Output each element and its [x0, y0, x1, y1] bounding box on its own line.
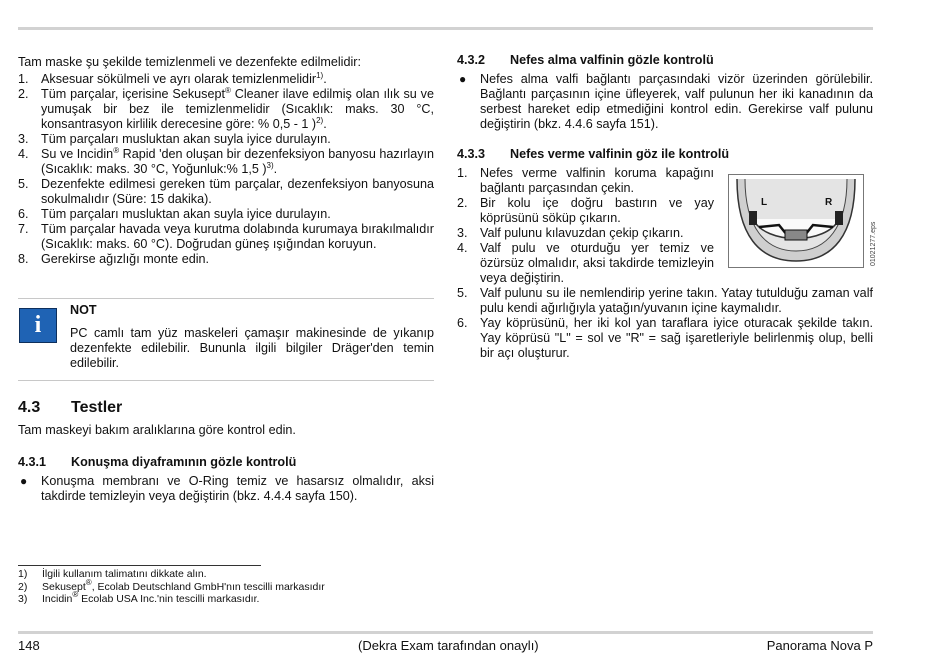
footnote: 2) Sekusept®, Ecolab Deutschland GmbH'nın tescilli markasıdır [18, 577, 325, 593]
list-item: 1. Aksesuar sökülmeli ve ayrı olarak temizlenmelidir$^{1)}$. [18, 71, 327, 86]
bullet-icon: ● [20, 474, 28, 488]
section-tests [18, 399, 434, 504]
section-text: Tam maskeyi bakım aralıklarına göre kontrol edin. [18, 423, 296, 437]
valve-illustration [729, 175, 863, 267]
footer-product: Panorama Nova P [766, 638, 873, 653]
bullet-list [18, 474, 434, 504]
bullet-icon: ● [459, 72, 467, 86]
page-number: 148 [18, 638, 40, 653]
figure-id: 01021277.eps [870, 221, 877, 266]
footer-center: (Dekra Exam tarafından onaylı) [358, 638, 539, 653]
list-item: ● Nefes alma valfi bağlantı parçasındaki vizör üzerinden görülebilir. Bağlantı parçasının içine üfleyerek, valf pulunun her iki kanadının da serbest hareket edip etmediğini kontrol edin. Gerekirse valf pulunu değiştirin (bkz. 4.4.6 sayfa 151). [459, 72, 873, 131]
left-column [18, 55, 434, 267]
list-item: 2. Tüm parçalar, içerisine Sekusept® Cleaner ilave edilmiş olan ılık su ve yumuşak bir bez ile temizlenmelidir (Sıcaklık: maks. 30 °C, konsantrasyon kirlilik derecesine göre: % 0,5 - 1 )$^{2)}$. [18, 86, 434, 131]
list-item: 2. Bir kolu içe doğru bastırın ve yay köprüsünü söküp çıkarın. [457, 196, 714, 225]
intro-text: Tam maske şu şekilde temizlenmeli ve dezenfekte edilmelidir: [18, 55, 361, 69]
footnote-rule [18, 565, 261, 566]
valve-figure [728, 174, 864, 268]
label-right: R [825, 197, 833, 208]
subsection-heading: 4.3.2 Nefes alma valfinin gözle kontrolü [457, 53, 714, 67]
list-item: 3. Valf pulunu kılavuzdan çekip çıkarın. [457, 226, 684, 240]
note-body [70, 303, 434, 371]
bottom-rule [18, 631, 873, 634]
section-heading: 4.3 Testler [18, 399, 123, 416]
exhale-steps-narrow [457, 166, 714, 286]
subsection-heading: 4.3.3 Nefes verme valfinin göz ile kontrolü [457, 147, 730, 161]
note-text: PC camlı tam yüz maskeleri çamaşır makinesinde de yıkanıp dezenfekte edilebilir. Bununla ilgili bilgiler Dräger'den temin edilebilir. [70, 326, 434, 370]
list-item: 4. Su ve Incidin® Rapid 'den oluşan bir dezenfeksiyon banyosu hazırlayın (Sıcaklık: maks. 30 °C, Yoğunluk:% 1,5 )$^{3)}$. [18, 146, 434, 176]
list-item: 6. Tüm parçaları musluktan akan suyla iyice durulayın. [18, 207, 331, 221]
cleaning-steps [18, 72, 434, 267]
note-title: NOT [70, 303, 97, 317]
list-item: 8. Gerekirse ağızlığı monte edin. [18, 252, 209, 266]
label-left: L [761, 197, 768, 208]
info-icon: i [19, 308, 57, 343]
list-item: 6. Yay köprüsünü, her iki kol yan taraflara iyice oturacak şekilde takın. Yay köprüsü "L" = sol ve "R" = sağ işaretleriyle belirlenmiş olup, belli bir açı oluşturur. [457, 316, 873, 360]
list-item: 5. Dezenfekte edilmesi gereken tüm parçalar, dezenfeksiyon banyosuna sokulmalıdır (Süre: 15 dakika). [18, 177, 434, 206]
list-item: 1. Nefes verme valfinin koruma kapağını bağlantı parçasından çekin. [457, 166, 714, 195]
footnotes [18, 565, 438, 606]
list-item: 3. Tüm parçaları musluktan akan suyla iyice durulayın. [18, 132, 331, 146]
note-box [18, 298, 434, 381]
footnote: 3) Incidin® Ecolab USA Inc.'nin tescilli markasıdır. [18, 590, 260, 605]
top-rule [18, 27, 873, 30]
exhale-steps-wide [457, 286, 873, 361]
subsection-heading: 4.3.1 Konuşma diyaframının gözle kontrolü [18, 455, 297, 469]
bullet-list [457, 72, 873, 132]
list-item: 7. Tüm parçalar havada veya kurutma dolabında kurumaya bırakılmalıdır (Sıcaklık: maks. 60 °C). Doğrudan güneş ışığından koruyun. [18, 222, 434, 251]
list-item: 4. Valf pulu ve oturduğu yer temiz ve özürsüz olmalıdır, aksi takdirde temizleyin veya değiştirin. [457, 241, 714, 285]
list-item: 5. Valf pulunu su ile nemlendirip yerine takın. Yatay tutulduğu zaman valf pulu kendi ağırlığıyla yatağın/yuvanın içine kaymalıdır. [457, 286, 873, 315]
list-item: ● Konuşma membranı ve O-Ring temiz ve hasarsız olmalıdır, aksi takdirde temizleyin veya değiştirin (bkz. 4.4.4 sayfa 150). [20, 474, 434, 503]
footnote: 1) İlgili kullanım talimatını dikkate alın. [18, 568, 207, 580]
